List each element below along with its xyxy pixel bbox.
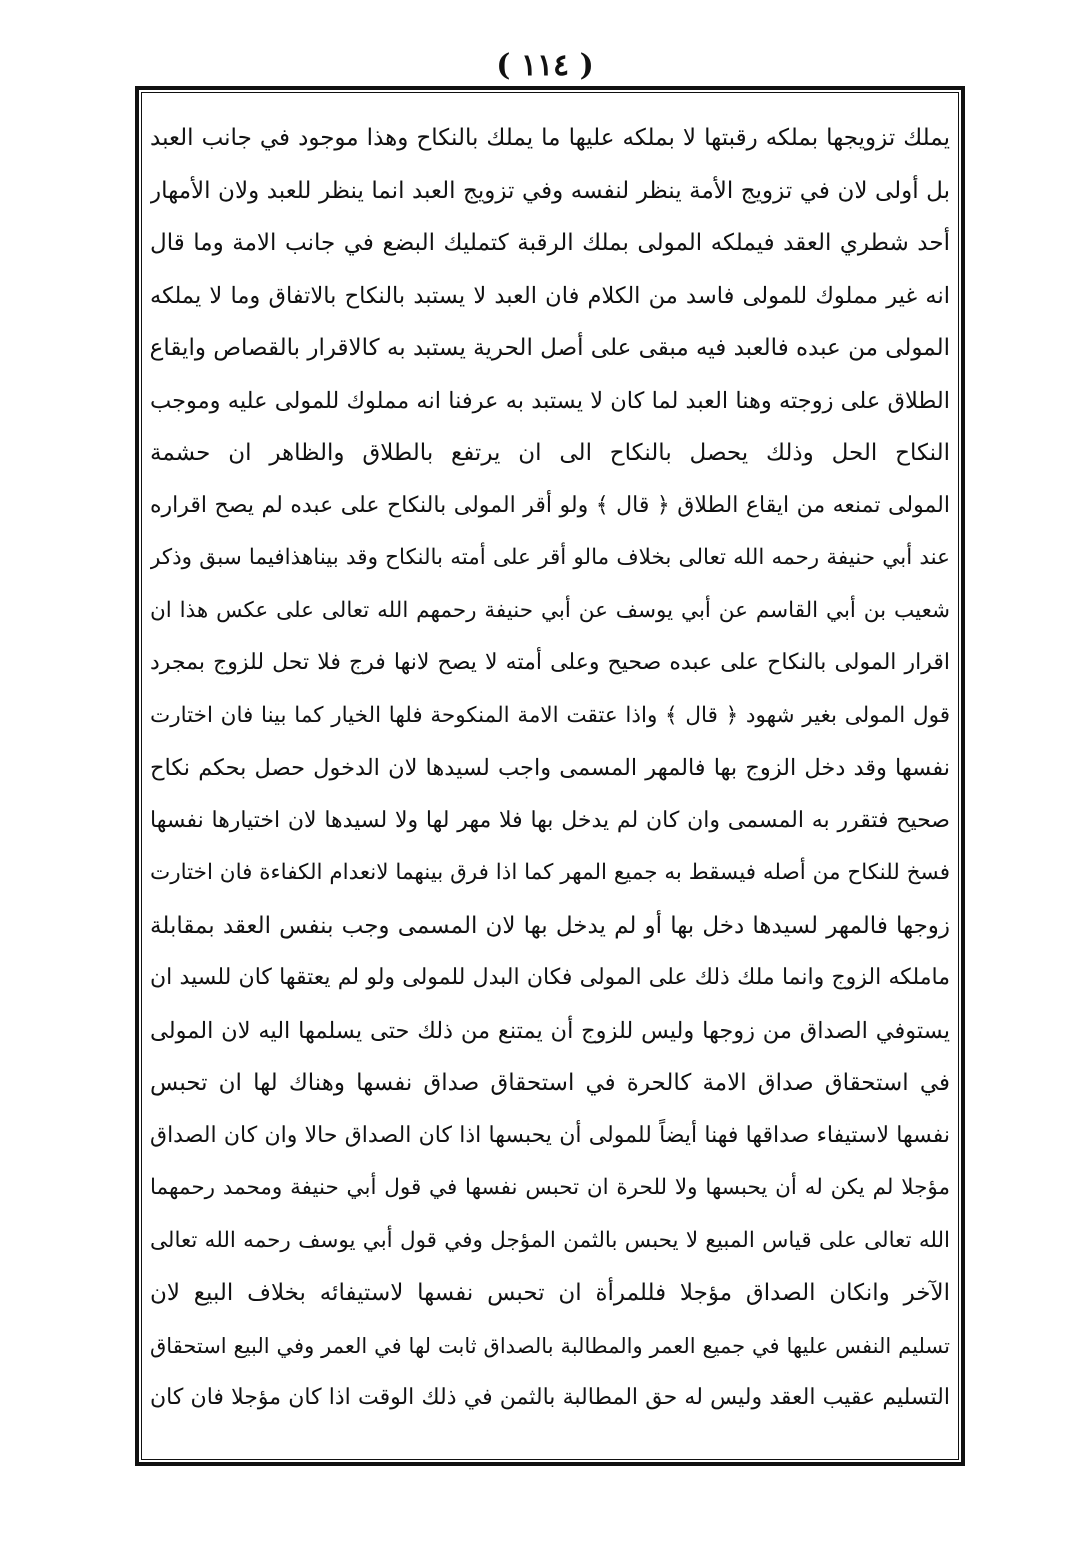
text-line: المولى تمنعه من ايقاع الطلاق ﴿ قال ﴾ ولو أقر المولى بالنكاح على عبده لم يصح اقراره [150, 492, 950, 518]
text-line: زوجها فالمهر لسيدها دخل بها أو لم يدخل بها لان المسمى وجب بنفس العقد بمقابلة [150, 912, 950, 939]
text-line: بل أولى لان في تزويج الأمة ينظر لنفسه وفي تزويج العبد انما ينظر للعبد ولان الأمهار [150, 177, 950, 204]
text-line: ماملكه الزوج وانما ملك ذلك على المولى فكان البدل للمولى ولو لم يعتقها كان للسيد ان [150, 965, 950, 990]
text-line: المولى من عبده فالعبد فيه مبقى على أصل الحرية يستبد به كالاقرار بالقصاص وايقاع [150, 335, 950, 361]
text-line: فسخ للنكاح من أصله فيسقط به جميع المهر كما اذا فرق بينهما لانعدام الكفاءة فان اختارت [150, 860, 950, 885]
text-line: الله تعالى على قياس المبيع لا يحبس بالثمن المؤجل وفي قول أبي يوسف رحمه الله تعالى [150, 1227, 950, 1253]
text-block [150, 112, 950, 1452]
text-line: أحد شطري العقد فيملكه المولى بملك الرقبة كتمليك البضع في جانب الامة وما قال [150, 230, 950, 256]
text-line: انه غير مملوك للمولى فاسد من الكلام فان العبد لا يستبد بالنكاح بالاتفاق وما لا يملكه [150, 282, 950, 309]
text-line: تسليم النفس عليها في جميع العمر والمطالبة بالصداق ثابت لها في العمر وفي البيع استحقاق [150, 1333, 950, 1358]
text-line: النكاح الحل وذلك يحصل بالنكاح الى ان يرتفع بالطلاق والظاهر ان حشمة [150, 440, 950, 466]
page-number: ( ١١٤ ) [496, 48, 594, 83]
text-line: عند أبي حنيفة رحمه الله تعالى بخلاف مالو أقر على أمته بالنكاح وقد بيناهذافيما سبق وذكر [150, 545, 950, 570]
text-line: الآخر وانكان الصداق مؤجلا فللمرأة ان تحبس نفسها لاستيفائه بخلاف البيع لان [150, 1280, 950, 1306]
text-line: قول المولى بغير شهود ﴿ قال ﴾ واذا عتقت الامة المنكوحة فلها الخيار كما بينا فان اختارت [150, 702, 950, 728]
text-line: مؤجلا لم يكن له أن يحبسها ولا للحرة ان تحبس نفسها في قول أبي حنيفة ومحمد رحمهما [150, 1175, 950, 1200]
text-line: نفسها لاستيفاء صداقها فهنا أيضاً للمولى أن يحبسها اذا كان الصداق حالا وان كان الصداق [150, 1122, 950, 1148]
text-line: اقرار المولى بالنكاح على عبده صحيح وعلى أمته لا يصح لانها فرج فلا تحل للزوج بمجرد [150, 650, 950, 675]
text-line: شعيب بن أبي القاسم عن أبي يوسف عن أبي حنيفة رحمهم الله تعالى على عكس هذا ان [150, 597, 950, 623]
text-line: يستوفي الصداق من زوجها وليس للزوج أن يمتنع من ذلك حتى يسلمها اليه لان المولى [150, 1017, 950, 1044]
text-line: يملك تزويجها بملكه رقبتها لا بملكه عليها ما يملك بالنكاح وهذا موجود في جانب العبد [150, 125, 950, 151]
text-line: الطلاق على زوجته وهنا العبد لما كان لا يستبد به عرفنا انه مملوك للمولى عليه وموجب [150, 387, 950, 414]
text-line: التسليم عقيب العقد وليس له حق المطالبة بالثمن في ذلك الوقت اذا كان مؤجلا فان كان [150, 1385, 950, 1410]
text-line: صحيح فتقرر به المسمى وان كان لم يدخل بها فلا مهر لها ولا لسيدها لان اختيارها نفسها [150, 807, 950, 833]
text-line: في استحقاق صداق الامة كالحرة في استحقاق صداق نفسها وهناك لها ان تحبس [150, 1070, 950, 1096]
text-line: نفسها وقد دخل الزوج بها فالمهر المسمى واجب لسيدها لان الدخول حصل بحكم نكاح [150, 755, 950, 781]
